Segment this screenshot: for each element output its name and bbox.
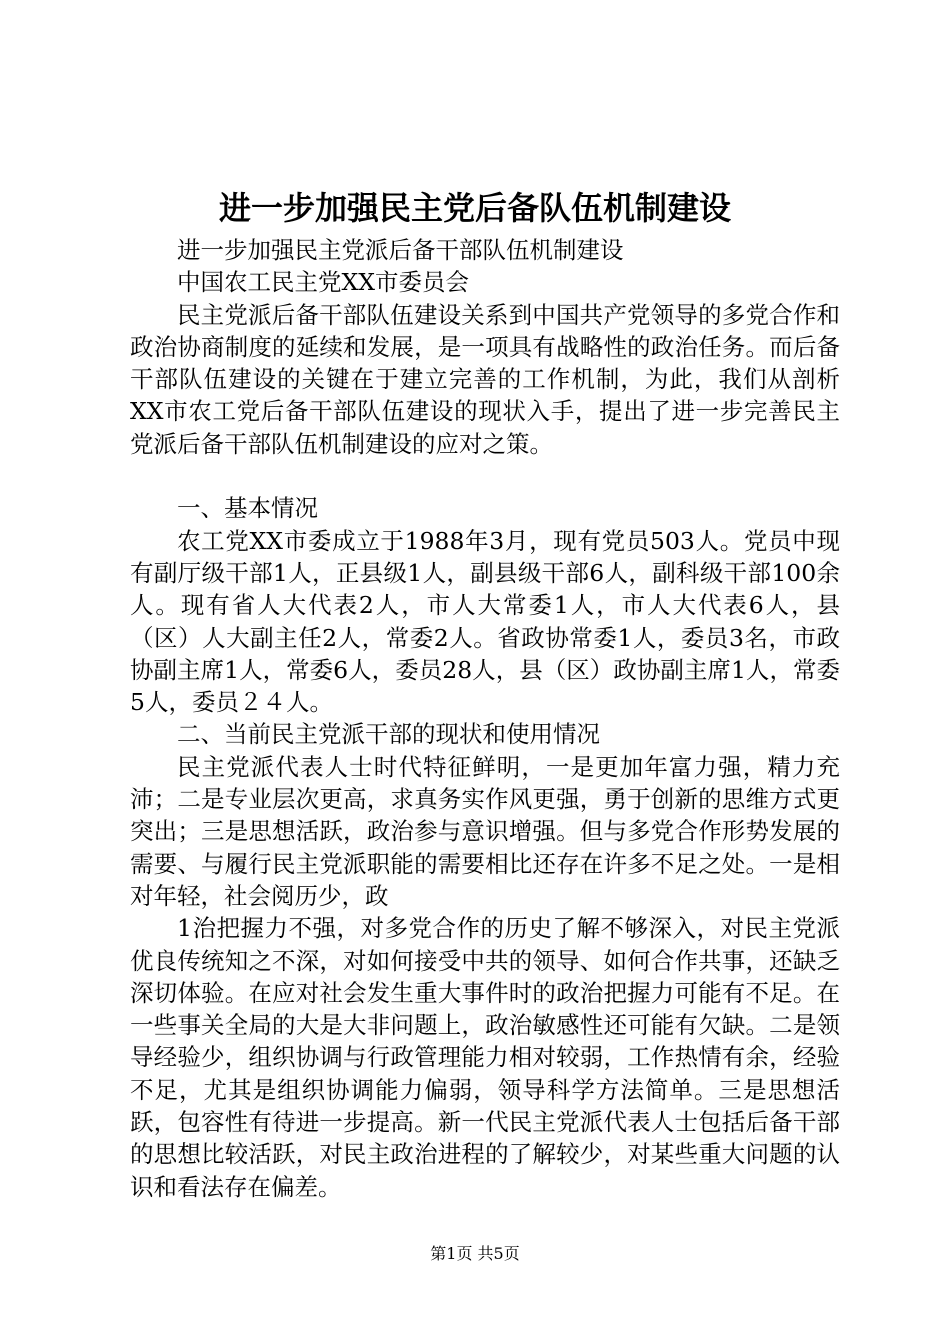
paragraph-spacer	[130, 460, 840, 492]
page-number: 第1页 共5页	[430, 1244, 520, 1263]
section-status-paragraph-2: 1治把握力不强，对多党合作的历史了解不够深入，对民主党派优良传统知之不深，对如何接受中共的领导、如何合作共事，还缺乏深切体验。在应对社会发生重大事件时的政治把握力可能有不足。在一些事关全局的大是大非问题上，政治敏感性还可能有欠缺。二是领导经验少，组织协调与行政管理能力相对较弱，工作热情有余，经验不足，尤其是组织协调能力偏弱，领导科学方法简单。三是思想活跃，包容性有待进一步提高。新一代民主党派代表人士包括后备干部的思想比较活跃，对民主政治进程的了解较少，对某些重大问题的认识和看法存在偏差。	[130, 914, 840, 1201]
section-basic-paragraph: 农工党XX市委成立于1988年3月，现有党员503人。党员中现有副厅级干部1人，正县级1人，副县级干部6人，副科级干部100余人。现有省人大代表2人，市人大常委1人，市人大代表6人，县（区）人大副主任2人，常委2人。省政协常委1人，委员3名，市政协副主席1人，常委6人，委员28人，县（区）政协副主席1人，常委5人，委员２４人。	[130, 526, 840, 717]
section-heading-basic: 一、基本情况	[177, 494, 318, 523]
document-author: 中国农工民主党XX市委员会	[177, 268, 469, 297]
section-heading-status: 二、当前民主党派干部的现状和使用情况	[177, 720, 600, 749]
intro-paragraph: 民主党派后备干部队伍建设关系到中国共产党领导的多党合作和政治协商制度的延续和发展，是一项具有战略性的政治任务。而后备干部队伍建设的关键在于建立完善的工作机制，为此，我们从剖析XX市农工党后备干部队伍建设的现状入手，提出了进一步完善民主党派后备干部队伍机制建设的应对之策。	[130, 300, 840, 458]
section-status-paragraph-1: 民主党派代表人士时代特征鲜明，一是更加年富力强，精力充沛；二是专业层次更高，求真务实作风更强，勇于创新的思维方式更突出；三是思想活跃，政治参与意识增强。但与多党合作形势发展的需要、与履行民主党派职能的需要相比还存在许多不足之处。一是相对年轻，社会阅历少，政	[130, 752, 840, 910]
document-title: 进一步加强民主党后备队伍机制建设	[218, 189, 731, 227]
document-subtitle: 进一步加强民主党派后备干部队伍机制建设	[177, 236, 624, 264]
document-body	[130, 234, 840, 1203]
